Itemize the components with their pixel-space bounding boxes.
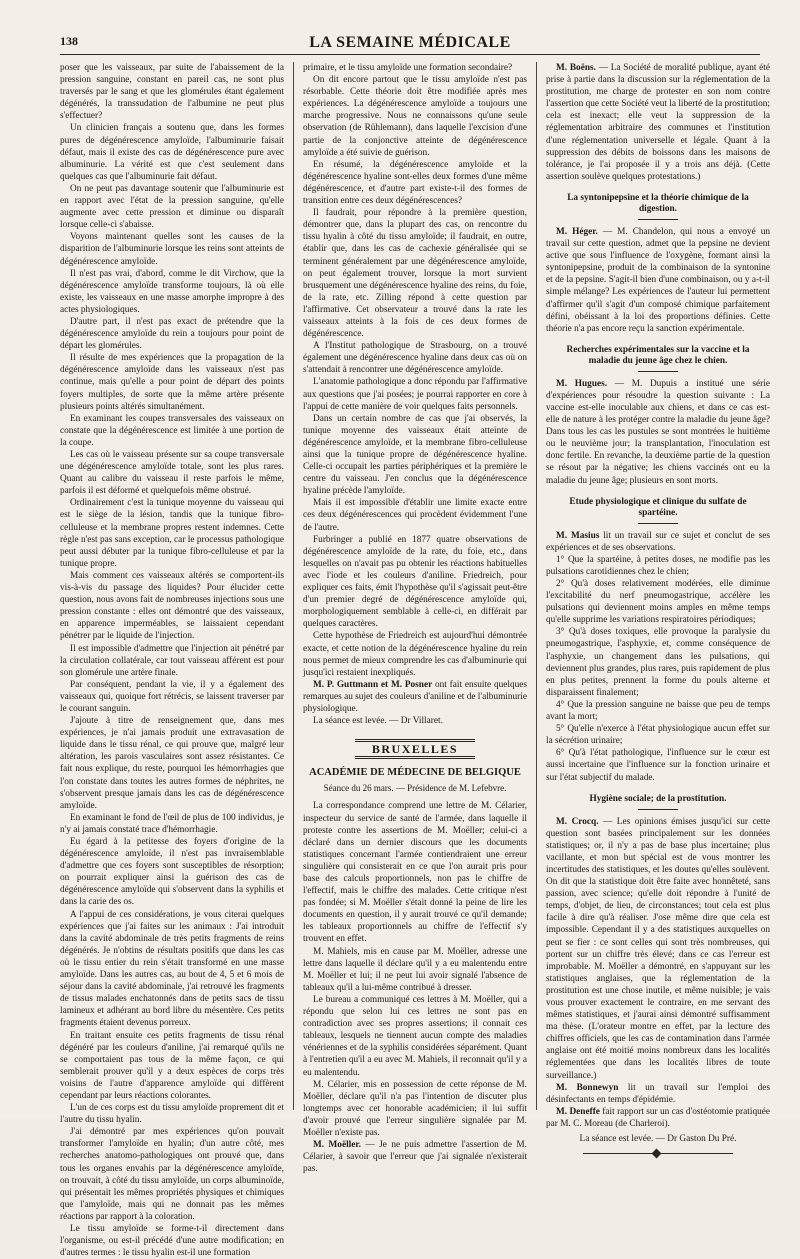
paragraph: En traitant ensuite ces petits fragments de tissu rénal dégénéré par les couleurs d'aniline, j'ai remarqué qu'ils ne se comportaient pas tous de la même façon, ce qui semblerait prouver qu'il y a deux espèces de corps très voisins de l'autre d'apparence amyloïde qui diffèrent cependant par leurs réactions colorantes. [60, 1030, 284, 1101]
paragraph-text: — M. Dupuis a institué une série d'expériences pour résoudre la question suivante : La vaccine est-elle inoculable aux chiens, et dans ce cas est-elle de nature à les protéger contre la maladie du jeune âge? Dans tous les cas les pustules se sont montrées le huitième ou le neuvième jour; la transplantation, l'inoculation est donc fertile. En revanche, la deuxième partie de la question se résout par la négative; les chiens vaccinés ont eu la maladie du jeune âge; plusieurs en sont morts. [546, 378, 770, 486]
paragraph: Cette hypothèse de Friedreich est aujourd'hui démontrée exacte, et cette notion de la dégénérescence hyaline du rein nous permet de mieux comprendre les cas d'albuminurie qui jusqu'ici restaient inexpliqués. [303, 631, 527, 678]
speaker-name: M. P. Guttmann et M. Posner [313, 679, 433, 690]
speaker-name: M. Masius [556, 530, 600, 541]
section-title: La syntonipepsine et la théorie chimique de la digestion. [550, 193, 766, 220]
speaker-name: M. Deneffe [556, 1106, 600, 1117]
paragraph: Il résulte de mes expériences que la propagation de la dégénérescence amyloïde dans les vaisseaux n'est pas continue, mais qu'elle a pour point de départ des points foyers multiples, de sorte que la même artère présente plusieurs points altérés simultanément. [60, 353, 284, 412]
list-item: 5° Qu'elle n'exerce à l'état physiologique aucun effet sur la sécrétion urinaire; [546, 724, 770, 747]
paragraph-text: — M. Chandelon, qui nous a envoyé un travail sur cette question, admet que la pepsine ne devient active que sous l'influence de l'oxygène, formant ainsi la syntonipepsine, produit de la combinaison de la syntonine et de la pepsine. S'agit-il bien d'une combinaison, ou y a-t-il simple mélange? Les expériences de l'auteur lui permettent d'affirmer qu'il s'agit d'un composé chimique parfaitement défini, obéissant à la loi des proportions définies. Cette théorie n'a pas encore reçu la sanction expérimentale. [546, 226, 770, 334]
paragraph: Le tissu amyloïde se forme-t-il directement dans l'organisme, ou est-il précédé d'une autre modification; en d'autres termes : le tissu hyalin est-il une formation [60, 1224, 284, 1259]
paragraph: Il est impossible d'admettre que l'injection ait pénétré par la circulation collatérale, car tout vaisseau afférent est pour son glomérule une artère finale. [60, 643, 284, 678]
paragraph: Mais il est impossible d'établir une limite exacte entre ces deux dégénérescences qui procèdent évidemment l'une de l'autre. [303, 498, 527, 533]
paragraph: On dit encore partout que le tissu amyloïde n'est pas résorbable. Cette théorie doit être modifiée après mes expériences. La dégénérescence amyloïde a toujours une marche progressive. Nous ne connaissons qu'une seule observation (de Rühlemann), dans laquelle l'excision d'une partie de la conjonctive atteinte de dégénérescence amyloïde a été suivie de guérison. [303, 75, 527, 158]
paragraph: M. Célarier, mis en possession de cette réponse de M. Moëller, déclare qu'il n'a pas l'intention de discuter plus longtemps avec cet honorable académicien; il lui suffit d'avoir prouvé que l'erreur singulière signalée par M. Moëller n'existe pas. [303, 1079, 527, 1138]
paragraph: En examinant les coupes transversales des vaisseaux on constate que la dégénérescence est limitée à une portion de la coupe. [60, 413, 284, 448]
paragraph: Un clinicien français a soutenu que, dans les formes pures de dégénérescence amyloïde, l'albuminurie faisait défaut, mais il existe des cas de dégénérescence pure avec albuminurie. La vérité est que c'est seulement dans quelques cas que l'albuminurie fait défaut. [60, 123, 284, 182]
paragraph [546, 226, 770, 335]
column-left [60, 62, 284, 1259]
paragraph: A l'appui de ces considérations, je vous citerai quelques expériences que j'ai faites sur les animaux : J'ai introduit dans la cavité abdominale de très petits fragments de reins dégénérés. Je n'obtins de résultats positifs que dans les cas où le tissu entier du rein s'était transformé en une masse amyloïde. Dans les autres cas, au bout de 4, 5 et 6 mois de séjour dans la cavité abdominale, j'ai retrouvé les fragments de tissus malades enchatonnés dans de petits sacs de tissu lamineux et adhérant au bord libre du mésentère. Ces petits fragments étaient devenus porreux. [60, 909, 284, 1029]
paragraph-text: ont fait ensuite quelques remarques au sujet des couleurs d'aniline et de l'albuminurie physiologique. [303, 679, 527, 714]
paragraph [546, 62, 770, 183]
page-header [60, 34, 760, 55]
speaker-name: M. Hugues. [556, 378, 608, 389]
paragraph: Il n'est pas vrai, d'abord, comme le dit Virchow, que la dégénérescence amyloïde transforme toujours, là où elle existe, les vaisseaux en une masse amorphe impropre à des actes physiologiques. [60, 268, 284, 315]
end-ornament-icon [583, 1153, 733, 1154]
session-line: Séance du 26 mars. — Présidence de M. Lefebvre. [323, 783, 507, 794]
list-item: 4° Que la pression sanguine ne baisse que peu de temps avant la mort; [546, 699, 770, 723]
paragraph: A l'Institut pathologique de Strasbourg, on a trouvé également une dégénérescence hyaline dans deux cas où on s'attendait à rencontrer une dégénérescence amyloïde. [303, 341, 527, 376]
paragraph: Furbringer a publié en 1877 quatre observations de dégénérescence amyloïde de la rate, du foie, etc., dans lesquelles on n'avait pas pu obtenir les réactions habituelles avec l'iode et les couleurs d'aniline. Friedreich, pour expliquer ces faits, émit l'hypothèse qu'il s'agissait peut-être d'un premier degré de dégénérescence amyloïde qui, morphologiquement semblable à celle-ci, en différait par quelques caractères. [303, 534, 527, 630]
paragraph: L'un de ces corps est du tissu amyloïde proprement dit et l'autre du tissu hyalin. [60, 1103, 284, 1126]
speaker-name: M. Bonnewyn [556, 1082, 619, 1093]
paragraph: J'ai démontré par mes expériences qu'on pouvait transformer l'amyloïde en hyalin; d'un autre côté, mes recherches anatomo-pathologiques ont prouvé que, dans tous les organes envahis par la dégénérescence amyloïde, on trouvait, à côté du tissu amyloïde, un corps albuminoïde, qui présentait les mêmes propriétés physiques et chimiques que l'amyloïde, mais qui ne donnait pas les mêmes réactions par rapport à la coloration. [60, 1127, 284, 1222]
paragraph: poser que les vaisseaux, par suite de l'abaissement de la pression sanguine, constant en pareil cas, ne sont plus traversés par le sang et que les glomérules étant également dégénérés, la transsudation de l'albumine ne peut plus s'effectuer? [60, 63, 284, 122]
closing-line: La séance est levée. — Dr Gaston Du Pré. [579, 1134, 737, 1145]
paragraph: On ne peut pas davantage soutenir que l'albuminurie est en rapport avec l'état de la pression sanguine, qu'elle augmente avec cette pression et diminue ou disparaît lorsque celle-ci s'abaisse. [60, 183, 284, 231]
list-item: 2° Qu'à doses relativement modérées, elle diminue l'excitabilité du nerf pneumogastrique, accélère les pulsations qui deviennent moins amples en même temps qu'elle supprime les variations respiratoires périodiques; [546, 579, 770, 626]
page-number: 138 [60, 34, 78, 48]
section-title: Etude physiologique et clinique du sulfate de spartéine. [550, 497, 766, 524]
paragraph: Par conséquent, pendant la vie, il y a également des vaisseaux qui, quoique fort rétrécis, se laissent traverser par le courant sanguin. [60, 679, 284, 714]
paragraph: En examinant le fond de l'œil de plus de 100 individus, je n'y ai jamais constaté trace d'hémorrhagie. [60, 812, 284, 835]
paragraph [546, 378, 770, 487]
section-title: Recherches expérimentales sur la vaccine et la maladie du jeune âge chez le chien. [550, 345, 766, 372]
speaker-name: M. Crocq. [556, 816, 599, 827]
list-item: 6° Qu'à l'état pathologique, l'influence sur le cœur est aussi incertaine que l'influence sur la fonction urinaire et sur l'état subjectif du malade. [546, 748, 770, 783]
paragraph-text: — Je ne puis admettre l'assertion de M. Célarier, à savoir que l'erreur que j'ai signalée n'existerait pas. [303, 1140, 527, 1175]
paragraph: La correspondance comprend une lettre de M. Célarier, inspecteur du service de santé de l'armée, dans laquelle il proteste contre les assertions de M. Moëller; celui-ci a déclaré dans un dernier discours que les documents statistiques concernant l'armée contiendraient une erreur singulière qui consisterait en ce que l'on aurait pris pour base des calculs proportionnels, non pas le chiffre de l'effectif, mais le chiffre des malades. Cette critique n'est pas fondée; si M. Moëller s'était donné la peine de lire les documents en question, il y aurait trouvé ce qu'il demande; les tableaux proportionnels au chiffre de l'effectif s'y trouvent en effet. [303, 801, 527, 945]
paragraph: L'anatomie pathologique a donc répondu par l'affirmative aux questions que j'ai posées; je pourrai rapporter en core à l'appui de cette manière de voir quelques faits personnels. [303, 377, 527, 412]
paragraph: Dans un certain nombre de cas que j'ai observés, la tunique moyenne des vaisseaux était atteinte de dégénérescence amyloïde, et la membrane fibro-celluleuse ainsi que la tunique propre de dégénérescence hyaline. Celle-ci occupait les parties périphériques et la première le centre du vaisseau. J'en conclus que la dégénérescence hyaline précède l'amyloïde. [303, 413, 527, 497]
journal-title: LA SEMAINE MÉDICALE [309, 34, 511, 51]
paragraph: Les cas où le vaisseau présente sur sa coupe transversale une dégénérescence amyloïde totale, sont les plus rares. Quant au calibre du vaisseau il reste parfois le même, parfois il est déformé et quelquefois même obstrué. [60, 450, 284, 497]
academy-heading: ACADÉMIE DE MÉDECINE DE BELGIQUE [309, 767, 521, 779]
column-right [546, 62, 771, 1145]
paragraph-text: fait rapport sur un cas d'ostéotomie pratiquée par M. C. Moreau (de Charleroi). [546, 1106, 770, 1129]
paragraph: Ordinairement c'est la tunique moyenne du vaisseau qui est le siège de la lésion, tandis que la tunique fibro-celluleuse et la membrane propres restent indemnes. Cette règle n'est pas sans exception, car le processus pathologique peut aussi débuter par la tunique fibro-celluleuse et par la tunique propre. [60, 498, 284, 569]
signature: — Dr Villaret. [389, 716, 443, 727]
paragraph [546, 816, 770, 1082]
paragraph: Voyons maintenant quelles sont les causes de la disparition de l'albuminurie lorsque les reins sont atteints de dégénérescence amyloïde. [60, 232, 284, 267]
paragraph: Le bureau a communiqué ces lettres à M. Moëller, qui a répondu que selon lui ces lettres ne sont pas en contradiction avec ses propres assertions; il connait ces tableaux, lesquels ne tiennent aucun compte des maladies vénériennes et de la syphilis considérées séparément. Quant à l'entretien qu'il a eu avec M. Mahiels, il reconnait qu'il y a eu malentendu. [303, 994, 527, 1078]
speaker-name: M. Boëns. [556, 63, 596, 73]
section-city-heading: BRUXELLES [355, 739, 475, 759]
paragraph: M. Mahiels, mis en cause par M. Moëller, adresse une lettre dans laquelle il déclare qu'il y a eu malentendu entre M. Moëller et lui; il ne peut lui avoir signalé l'absence de tableaux qu'il a lui-même contribué à dresser. [303, 946, 527, 993]
column-divider [536, 62, 537, 1110]
list-item: 3° Qu'à doses toxiques, elle provoque la paralysie du pneumogastrique, l'asphyxie, et, comme conséquence de l'asphyxie, un changement dans les pulsations, qui deviennent plus grandes, plus rares, puis rapidement de plus en plus petites, prennent la forme du pouls alterne et disparaissent finalement; [546, 627, 770, 698]
paragraph [303, 1139, 527, 1175]
column-divider [293, 62, 294, 1110]
paragraph-text: La séance est levée. [313, 716, 387, 727]
paragraph-text: lit un travail sur ce sujet et conclut de ses expériences et de ses observations. [546, 530, 770, 553]
paragraph: Il faudrait, pour répondre à la première question, démontrer que, dans la plupart des cas, on rencontre du tissu hyalin à côté du tissu amyloïde; il faudrait, en outre, établir que, dans les cas de cachexie généralisée qui se terminent généralement par une dégénérescence amyloïde, on peut également trouver, lorsque la mort survient brusquement une dégénérescence hyaline des reins, du foie, de la rate, etc. Zilling répond à cette question par l'affirmative. Cet observateur a trouvé dans la rate les vaisseaux atteints à la fois de ces deux formes de dégénérescence. [303, 208, 527, 340]
paragraph: J'ajoute à titre de renseignement que, dans mes expériences, je n'ai jamais produit une extravasation de liquide dans le tissu rénal, ce qui prouve que, malgré leur altération, les parois vasculaires sont assez résistantes. Ce fait nous explique, du reste, pourquoi les hémorrhagies que l'on constate dans toutes les autres formes de néphrites, ne s'observent presque jamais dans les cas de dégénérescence amyloïde. [60, 716, 284, 811]
speaker-name: M. Héger. [556, 226, 598, 237]
article-columns [60, 62, 771, 1259]
paragraph [546, 530, 770, 554]
column-middle [303, 62, 527, 1175]
paragraph: Mais comment ces vaisseaux altérés se comportent-ils vis-à-vis du passage des liquides? Pour élucider cette question, nous avons fait de nombreuses injections sous une pression constante : elles ont démontré que des vaisseaux, en apparence imperméables, se laissaient cependant pénétrer par le liquide de l'injection. [60, 570, 284, 642]
paragraph-text: lit un travail sur l'emploi des désinfectants en temps d'épidémie. [546, 1082, 770, 1105]
paragraph: D'autre part, il n'est pas exact de prétendre que la dégénérescence amyloïde du rein a toujours pour point de départ les glomérules. [60, 316, 284, 352]
section-title: Hygiène sociale; de la prostitution. [550, 794, 766, 810]
paragraph-text: — La Société de moralité publique, ayant été prise à partie dans la discussion sur la réglementation de la prostitution, me charge de protester en son nom contre l'assertion que cette Société veut la liberté de la prostitution; cela est inexact; elle veut la suppression de la réglementation arbitraire des communes et l'institution d'une réglementation universelle et légale. Quant à la suppression des débits de boissons dans les maisons de tolérance, je l'ai proposée il y a trois ans déjà. (Cette assertion soulève quelques protestations.) [546, 63, 771, 182]
paragraph: En résumé, la dégénérescence amyloïde et la dégénérescence hyaline sont-elles deux formes d'une même dégénérescence, et d'autre part existe-t-il des formes de transition entre ces deux dégénérescences? [303, 159, 527, 207]
paragraph: primaire, et le tissu amyloïde une formation secondaire? [303, 63, 513, 73]
paragraph [303, 679, 527, 715]
paragraph-text: — Les opinions émises jusqu'ici sur cette question sont basées principalement sur les données statistiques; or, il n'y a pas de base plus incertaine; plus vacillante, et mon but spécial est de vous montrer les incertitudes des statistiques, et les doutes qu'elles soulèvent. On dit que la statistique doit être faite avec honnêteté, sans passion, avec science; qu'elle doit répondre à l'unité de temps, d'objet, de lieu, de circonstances; tout cela est plus facile à dire qu'à réaliser. J'ose même dire que cela est impossible. Cependant il y a des statistiques auxquelles on peut se fier : ce sont celles qui sont très nombreuses, qui portent sur un chiffre très élevé; dans ce cas l'erreur est improbable. M. Moëller a démontré, en s'appuyant sur les statistiques anglaises, que la réglementation de la prostitution est une chose inutile, et même nuisible; je vais vous prouver exactement le contraire, en me servant des mêmes statistiques, et j'aurai ainsi démontré suffisamment ma thèse. (L'orateur montre en effet, par la lecture des chiffres officiels, que les cas de contamination dans l'armée anglaise ont été moitié moins nombreux dans les localités réglementées que dans les localités libres de toute surveillance.) [546, 816, 770, 1081]
list-item: 1° Que la spartéine, à petites doses, ne modifie pas les pulsations carotidiennes chez le chien; [546, 554, 770, 577]
paragraph [303, 715, 527, 727]
speaker-name: M. Moëller. [313, 1140, 361, 1151]
paragraph [546, 1106, 770, 1130]
paragraph [546, 1082, 770, 1106]
paragraph: Eu égard à la petitesse des foyers d'origine de la dégénérescence amyloïde, il n'est pas invraisemblable d'admettre que ces foyers sont susceptibles de résorption; on pourrait expliquer ainsi la guérison des cas de dégénérescence amyloïde qui s'observent dans la syphilis et dans la carie des os. [60, 837, 284, 908]
